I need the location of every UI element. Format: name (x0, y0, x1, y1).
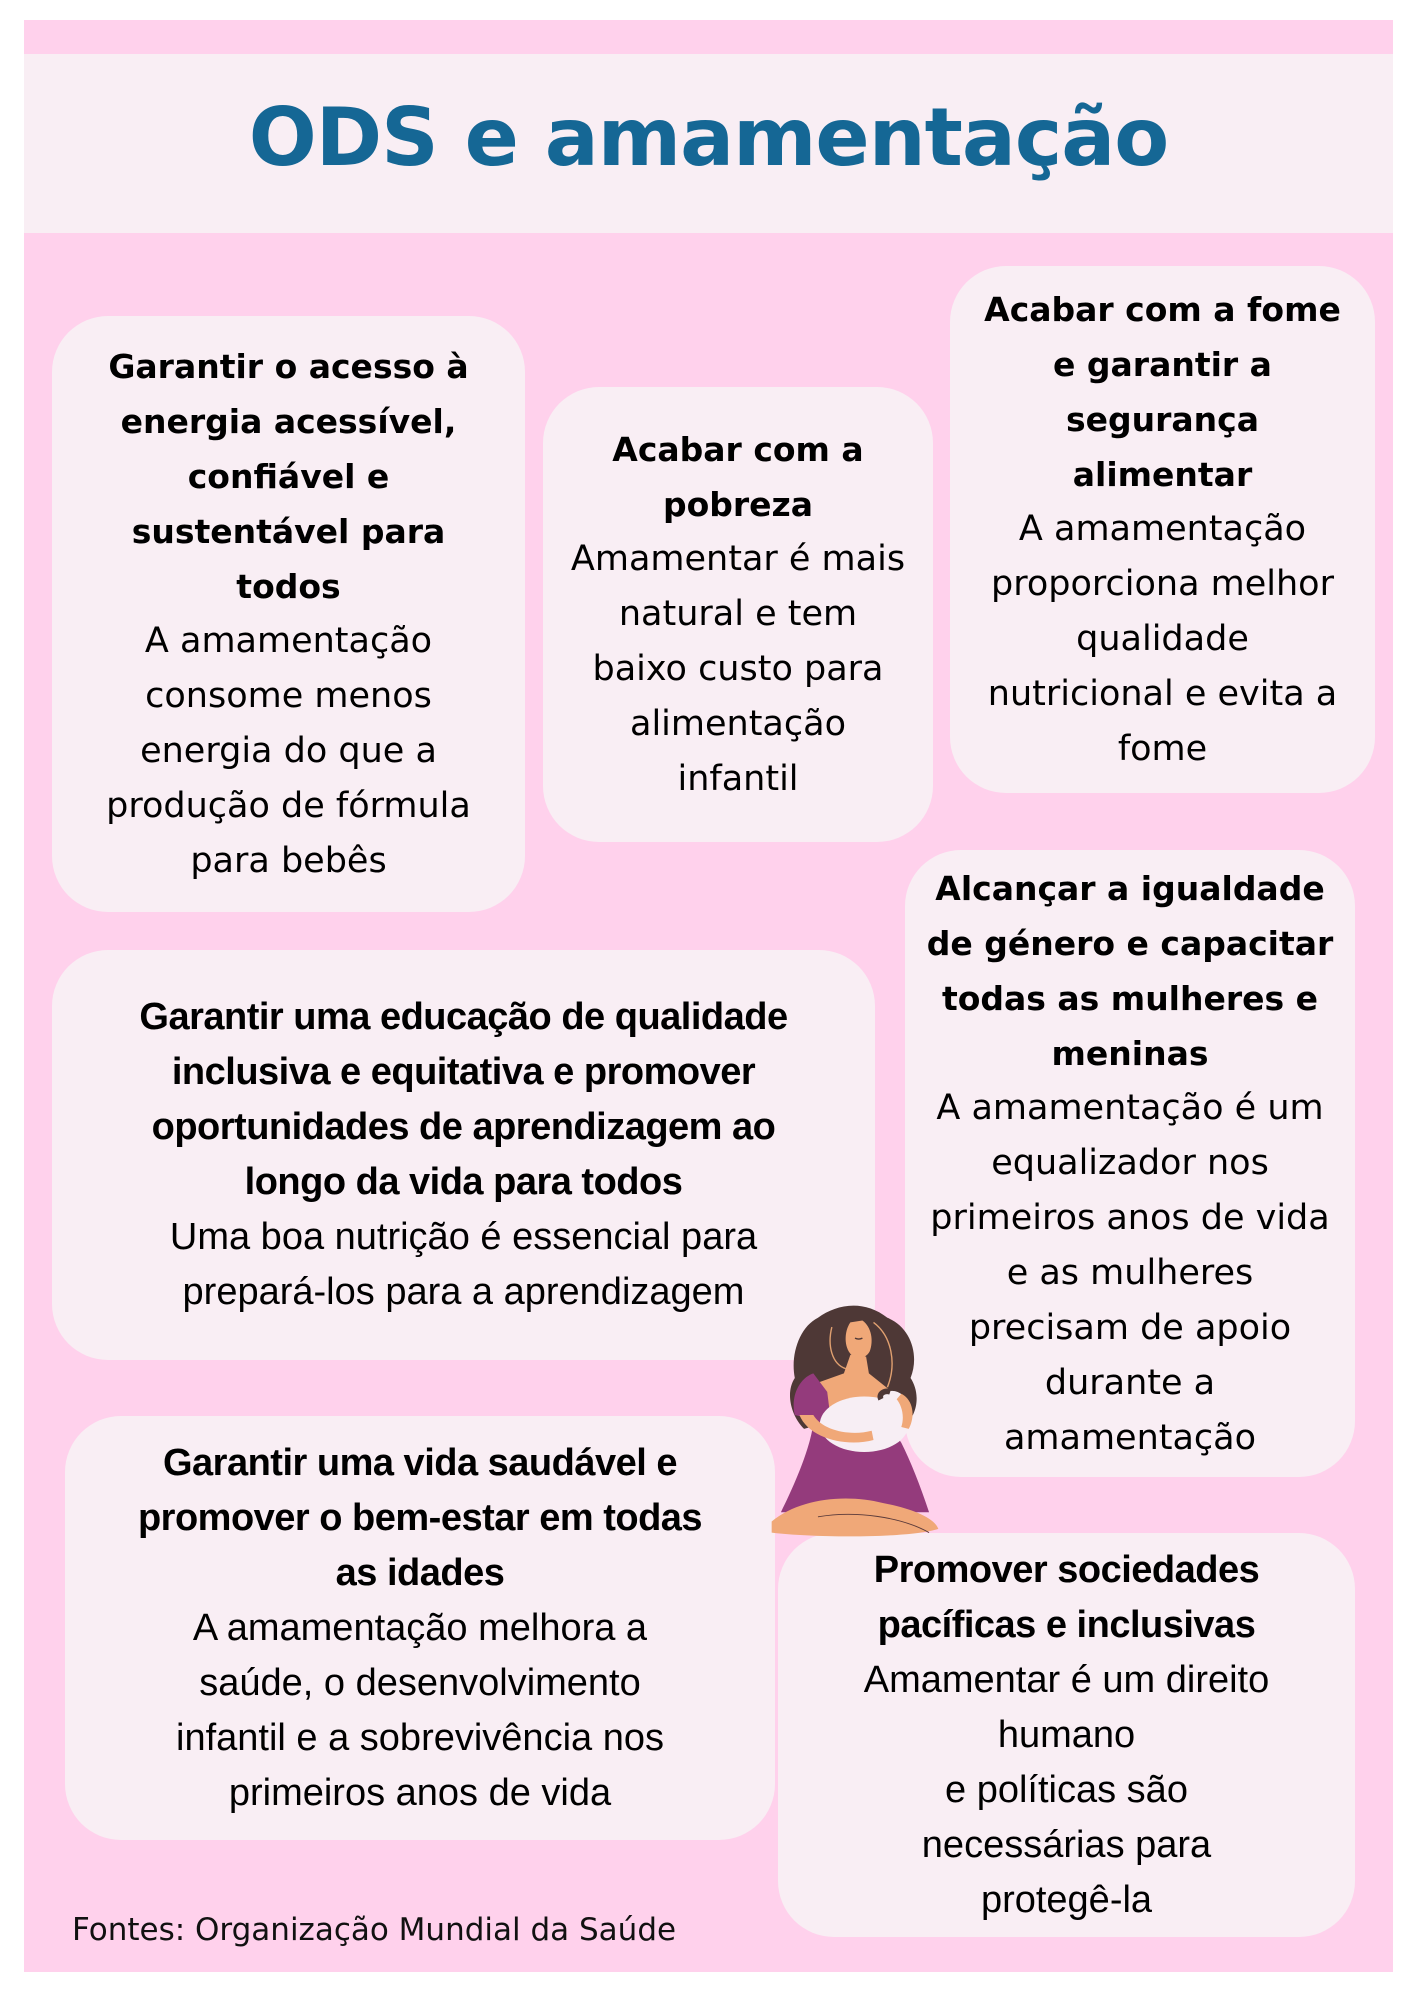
card-body-line: qualidade (1076, 619, 1249, 659)
card-heading-line: sustentável para (131, 512, 446, 551)
card-education (52, 950, 875, 1360)
page-title: ODS e amamentação (248, 91, 1169, 184)
card-body-line: nutricional e evita a (987, 674, 1338, 714)
card-body-line: A amamentação melhora a (192, 1606, 648, 1649)
card-heading-line: pobreza (662, 485, 814, 524)
card-body-line: amamentação (1003, 1418, 1257, 1458)
card-heading-line: Promover sociedades (873, 1548, 1260, 1591)
card-body-line: primeiros anos de vida (930, 1198, 1330, 1238)
card-heading-line: Garantir o acesso à (108, 347, 469, 386)
card-heading-line: todas as mulheres e (941, 979, 1319, 1018)
card-body-line: precisam de apoio (968, 1308, 1292, 1348)
card-heading-line: Acabar com a fome (984, 290, 1341, 329)
card-health (65, 1416, 775, 1840)
card-body-line: produção de fórmula (106, 786, 471, 826)
card-heading-line: alimentar (1072, 455, 1253, 494)
card-body-line: e as mulheres (1006, 1253, 1254, 1293)
card-heading-line: inclusiva e equitativa e promover (171, 1051, 756, 1093)
card-body-line: natural e tem (618, 594, 858, 634)
card-body-line: Uma boa nutrição é essencial para (169, 1216, 758, 1258)
breastfeeding-mother-illustration-icon (762, 1290, 948, 1540)
card-body-line: fome (1117, 729, 1208, 769)
card-body-line: infantil (677, 759, 799, 799)
card-heading-line: energia acessível, (120, 402, 457, 441)
card-heading-line: oportunidades de aprendizagem ao (151, 1106, 776, 1148)
card-body-line: energia do que a (140, 731, 437, 771)
card-body-line: necessárias para (921, 1823, 1212, 1866)
card-body-line: infantil e a sobrevivência nos (176, 1716, 664, 1759)
card-heading-line: meninas (1051, 1034, 1209, 1073)
card-body-line: primeiros anos de vida (228, 1771, 612, 1814)
card-body-line: consome menos (145, 676, 432, 716)
footer-source: Fontes: Organização Mundial da Saúde (72, 1912, 677, 1948)
card-heading-line: pacíficas e inclusivas (877, 1603, 1256, 1646)
card-peace (778, 1533, 1355, 1937)
card-hunger (950, 266, 1375, 793)
card-body-line: A amamentação (1018, 509, 1307, 549)
card-body-line: protegê-la (980, 1878, 1153, 1921)
card-heading-line: Alcançar a igualdade (935, 869, 1325, 908)
card-body-line: saúde, o desenvolvimento (199, 1661, 641, 1704)
card-heading-line: longo da vida para todos (244, 1161, 683, 1203)
card-heading-line: as idades (335, 1551, 505, 1594)
card-body-line: prepará-los para a aprendizagem (182, 1271, 745, 1313)
card-energy (52, 316, 525, 912)
card-body-line: Amamentar é mais (570, 539, 906, 579)
title-band (24, 54, 1393, 233)
card-heading-line: confiável e (187, 457, 390, 496)
card-body-line: alimentação (630, 704, 846, 744)
card-poverty (543, 387, 933, 842)
card-body-line: A amamentação (144, 621, 433, 661)
card-body-line: equalizador nos (991, 1143, 1269, 1183)
card-body-line: baixo custo para (592, 649, 884, 689)
card-heading-line: todos (236, 567, 341, 606)
card-heading-line: Acabar com a (612, 430, 864, 469)
card-heading-line: Garantir uma educação de qualidade (139, 996, 788, 1038)
card-body-line: Amamentar é um direito (863, 1658, 1270, 1701)
card-heading-line: segurança (1065, 400, 1259, 439)
card-heading-line: promover o bem-estar em todas (137, 1496, 703, 1539)
card-body-line: humano (997, 1713, 1136, 1756)
card-body-line: A amamentação é um (936, 1088, 1324, 1128)
card-heading-line: e garantir a (1053, 345, 1272, 384)
card-body-line: durante a (1044, 1363, 1216, 1403)
card-body-line: proporciona melhor (991, 564, 1334, 604)
card-body-line: e políticas são (945, 1768, 1188, 1811)
card-body-line: para bebês (190, 841, 387, 881)
card-heading-line: Garantir uma vida saudável e (162, 1441, 677, 1484)
card-gender-equality (905, 850, 1355, 1477)
card-heading-line: de género e capacitar (926, 924, 1334, 963)
